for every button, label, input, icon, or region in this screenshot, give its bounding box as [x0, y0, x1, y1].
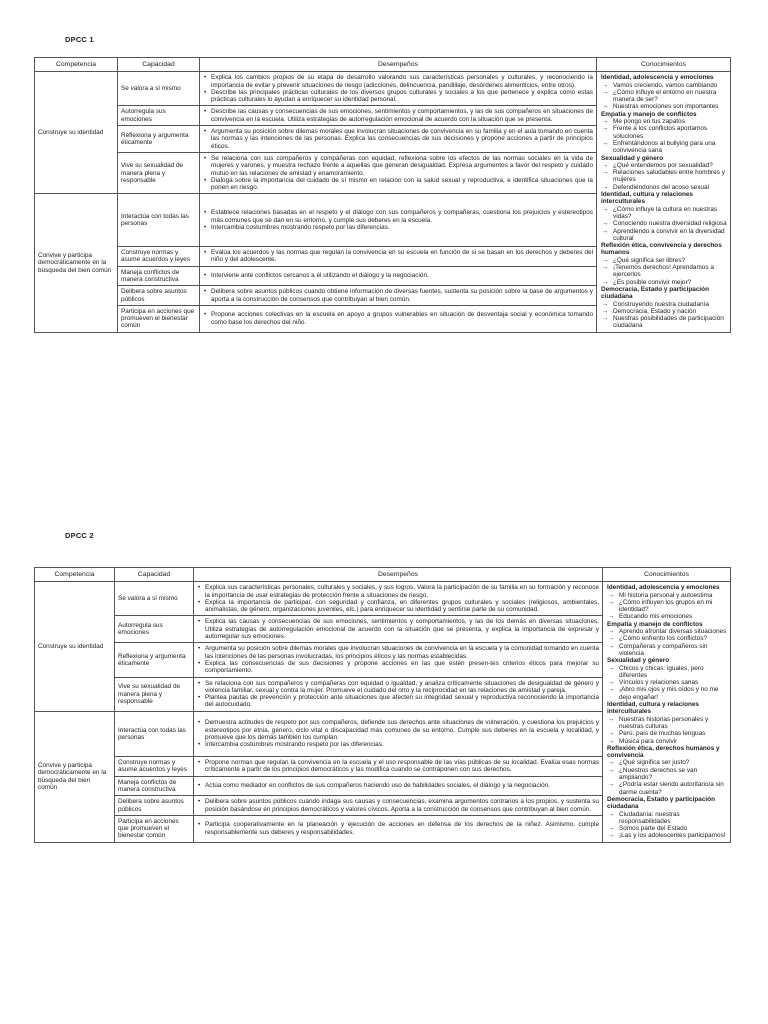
capacidad-cell: Construye normas y asume acuerdos y leyes: [118, 247, 200, 267]
capacidad-cell: Participa en acciones que promueven el bienestar común: [115, 815, 194, 842]
conocimiento-item: → ¿Cómo influyen los grupos en mi identidad?: [619, 599, 727, 614]
desempeno-item: • Propone acciones colectivas en la escuela en apoyo a grupos vulnerables en situación de desventaja social y económica tomando como base los derechos del niño.: [211, 311, 593, 326]
desempeno-item: • Se relaciona con sus compañeros y compañeras con equidad o igualdad, y analiza críticamente situaciones de desigualdad de género y violencia familiar, sexual y contra la mujer. Promueve el cuidado del otro y la reciprocidad en las relaciones de amistad y pareja.: [205, 680, 599, 695]
capacidad-cell: Vive su sexualidad de manera plena y responsable: [118, 152, 200, 193]
conocimiento-item: → Conociendo nuestra diversidad religiosa: [613, 220, 727, 227]
desempenos-list: [197, 645, 599, 674]
desempenos-list: [203, 288, 593, 303]
dpcc2-table: [34, 567, 731, 843]
conocimiento-heading: Reflexión ética, convivencia y derechos humanos: [601, 242, 722, 257]
conocimiento-heading: Sexualidad y género: [601, 154, 664, 162]
table-row: [35, 582, 731, 616]
capacidad-cell: Delibera sobre asuntos públicos: [115, 796, 194, 816]
competencia-cell: Construye su identidad: [35, 582, 115, 711]
conocimiento-item: → ¿Qué entendemos por sexualidad?: [613, 162, 727, 169]
conocimiento-item: → Educando mis emociones: [619, 613, 727, 620]
desempeno-item: • Delibera sobre asuntos públicos cuando indaga sus causas y consecuencias, examina argumentos contrarios a los propios, y sustenta su posición basándose en principios democráticos y valores cívicos. Aporta a la construcción de consensos que contribuyan al bien común.: [205, 798, 599, 813]
capacidad-cell: Autorregula sus emociones: [115, 616, 194, 643]
desempeno-item: • Explica las consecuencias de sus decisiones y propone acciones en las que estén presen-tes criterios éticos para mejorar su comportamiento.: [205, 660, 599, 675]
desempenos-cell: [200, 266, 597, 286]
conocimiento-item: → ¿Es posible convivir mejor?: [613, 279, 727, 286]
desempeno-item: • Argumenta su posición sobre dilemas morales que involucran situaciones de convivencia en la escuela y la comunidad tomando en cuenta las intenciones de las personas involucradas, los principios éticos y las normas establecidas.: [205, 645, 599, 660]
desempeno-item: • Dialoga sobre la importancia del cuidado de sí mismo en relación con la salud sexual y reproductiva, e identifica situaciones que la ponen en riesgo.: [211, 177, 593, 192]
capacidad-cell: Interactúa con todas las personas: [115, 711, 194, 756]
desempeno-item: • Describe las principales prácticas culturales de los diversos grupos culturales y sociales a los que pertenece y explica cómo estas prácticas culturales lo ayudan a enriquecer su identidad personal.: [211, 89, 593, 104]
conocimiento-heading: Identidad, cultura y relaciones interculturales: [607, 701, 699, 716]
capacidad-cell: Maneja conflictos de manera constructiva: [115, 776, 194, 796]
conocimiento-item: → ¿Cómo influye la cultura en nuestras vidas?: [613, 206, 727, 221]
conocimiento-item: → Nuestras posibilidades de participación ciudadana: [613, 315, 727, 330]
conocimiento-heading: Identidad, cultura y relaciones interculturales: [601, 191, 693, 206]
competencia-cell: Construye su identidad: [35, 72, 118, 194]
conocimiento-item: → ¡Tenemos derechos! Aprendamos a ejercerlos: [613, 264, 727, 279]
desempenos-list: [203, 155, 593, 191]
desempeno-item: • Delibera sobre asuntos públicos cuando obtiene información de diversas fuentes, sustenta su posición sobre la base de argumentos y aporta a la construcción de consensos que contribuyan al bien común.: [211, 288, 593, 303]
conocimiento-list: [607, 592, 727, 621]
desempenos-list: [203, 249, 593, 264]
conocimiento-list: [607, 716, 727, 745]
header-capacidad: Capacidad: [115, 568, 194, 582]
desempenos-cell: [194, 582, 603, 616]
capacidad-cell: Construye normas y asume acuerdos y leyes: [115, 757, 194, 777]
desempeno-item: • Intercambia costumbres mostrando respeto por las diferencias.: [211, 224, 593, 231]
conocimiento-item: → Ciudadanía: nuestras responsabilidades: [619, 811, 727, 826]
capacidad-cell: Delibera sobre asuntos públicos: [118, 286, 200, 306]
conocimiento-item: → Mi historia personal y autoestima: [619, 592, 727, 599]
desempenos-cell: [194, 643, 603, 677]
desempenos-cell: [200, 194, 597, 247]
desempeno-item: • Propone normas que regulan la convivencia en la escuela y el uso responsable de las vías públicas de su localidad. Evalúa esas normas críticamente a partir de los principios democráticos y las modifica cuando se contraponen con sus derechos.: [205, 759, 599, 774]
desempeno-item: • Establece relaciones basadas en el respeto y el diálogo con sus compañeros y compañeras, cuestiona los prejuicios y estereotipos más comunes que se dan en su entorno, y cumple sus deberes en la escuela.: [211, 209, 593, 224]
conocimiento-item: → Vínculos y relaciones sanas: [619, 679, 727, 686]
desempeno-item: • Explica la importancia de participar, con seguridad y confianza, en diferentes grupos culturales y sociales (religiosos, ambientales, animalistas, de género, organizaciones juveniles, etc.) para enriquecer su identidad y sentirse parte de su comunidad.: [205, 599, 599, 614]
capacidad-cell: Autorregula sus emociones: [118, 106, 200, 126]
conocimiento-item: → Música para convivir: [619, 738, 727, 745]
dpcc1-title: DPCC 1: [65, 35, 94, 44]
conocimiento-list: [601, 82, 727, 111]
desempenos-list: [203, 108, 593, 123]
competencia-cell: Convive y participa democráticamente en la búsqueda del bien común: [35, 194, 118, 332]
desempenos-cell: [200, 106, 597, 126]
dpcc1-table: [34, 57, 731, 333]
conocimiento-list: [607, 665, 727, 701]
desempenos-cell: [194, 796, 603, 816]
conocimiento-item: → Aprendiendo a convivir en la diversidad cultural: [613, 228, 727, 243]
conocimiento-list: [601, 301, 727, 330]
desempeno-item: • Plantea pautas de prevención y protección ante situaciones que afecten su integridad sexual y reproductiva reconociendo la importancia del autocuidado.: [205, 694, 599, 709]
desempeno-item: • Se relaciona con sus compañeros y compañeras con equidad, reflexiona sobre los efectos de las normas sociales en la vida de mujeres y varones, y muestra rechazo frente a aquellas que generan desigualdad. Expresa argumentos a favor del respeto y cuidado mutuo en las relaciones de amistad y enamoramiento.: [211, 155, 593, 177]
desempeno-item: • Explica las causas y consecuencias de sus emociones, sentimientos y comportamientos, y las de los demás en diversas situaciones. Utiliza estrategias de autorregulación emocional de acuerdo con la situación que se presenta, y explica la importancia de expresar y autorregular sus emociones.: [205, 618, 599, 640]
desempenos-list: [197, 680, 599, 709]
conocimiento-item: → ¡Abro mis ojos y mis oídos y no me dejo engañar!: [619, 686, 727, 701]
desempenos-list: [197, 782, 599, 789]
conocimiento-list: [607, 759, 727, 795]
conocimiento-item: → ¿Podría estar siendo autoritario/a sin darme cuenta?: [619, 781, 727, 796]
conocimiento-item: → Me pongo en tus zapatos: [613, 118, 727, 125]
competencia-cell: Convive y participa democráticamente en la búsqueda del bien común: [35, 711, 115, 842]
desempeno-item: • Demuestra actitudes de respeto por sus compañeros, defiende sus derechos ante situaciones de vulneración, y cuestiona los prejuicios y estereotipos por etnia, género, ciclo vital o discapacidad más comunes de su entorno. Cumple sus deberes en la escuela y localidad, y promueve que los demás también los cumplan.: [205, 719, 599, 741]
desempenos-cell: [200, 72, 597, 106]
conocimiento-item: → Democracia, Estado y nación: [613, 308, 727, 315]
desempenos-cell: [200, 126, 597, 153]
desempenos-list: [203, 209, 593, 231]
conocimiento-heading: Sexualidad y género: [607, 657, 670, 665]
conocimiento-item: → Chicos y chicas: iguales, pero diferentes: [619, 665, 727, 680]
capacidad-cell: Reflexiona y argumenta éticamente: [118, 126, 200, 153]
desempenos-cell: [194, 616, 603, 643]
capacidad-cell: Maneja conflictos de manera constructiva: [118, 266, 200, 286]
conocimiento-heading: Democracia, Estado y participación ciudadana: [607, 795, 715, 811]
desempenos-cell: [200, 305, 597, 332]
conocimiento-list: [601, 257, 727, 286]
conocimiento-heading: Reflexión ética, derechos humanos y convivencia: [607, 744, 720, 760]
conocimiento-item: → Defendiéndonos del acoso sexual: [613, 184, 727, 191]
desempenos-cell: [200, 152, 597, 193]
conocimiento-heading: Empatía y manejo de conflictos: [601, 110, 697, 118]
conocimiento-heading: Identidad, adolescencia y emociones: [607, 584, 720, 592]
desempenos-cell: [194, 815, 603, 842]
conocimiento-item: → Vamos creciendo, vamos cambiando: [613, 82, 727, 89]
conocimiento-item: → ¿Qué significa ser libres?: [613, 257, 727, 264]
desempeno-item: • Intercambia costumbres mostrando respeto por las diferencias.: [205, 741, 599, 748]
conocimiento-item: → Enfrentándonos al bullying para una convivencia sana: [613, 140, 727, 155]
desempenos-cell: [200, 286, 597, 306]
conocimiento-heading: Identidad, adolescencia y emociones: [601, 74, 714, 82]
desempeno-item: • Describe las causas y consecuencias de sus emociones, sentimientos y comportamientos, y las de sus compañeros en situaciones de convivencia en la escuela. Utiliza estrategias de autorregulación emocional de acuerdo con la situación que se presenta.: [211, 108, 593, 123]
dpcc2-title: DPCC 2: [65, 531, 94, 540]
desempenos-list: [197, 798, 599, 813]
conocimiento-item: → Nuestras emociones son importantes: [613, 103, 727, 110]
conocimiento-item: → ¿Cómo influye el entorno en nuestra manera de ser?: [613, 89, 727, 104]
conocimiento-item: → ¿Qué significa ser justo?: [619, 759, 727, 766]
conocimiento-heading: Empatía y manejo de conflictos: [607, 620, 703, 628]
desempenos-list: [197, 821, 599, 836]
desempenos-list: [197, 719, 599, 748]
table-row: [35, 72, 731, 106]
header-desempenos: Desempeños: [200, 58, 597, 72]
conocimiento-item: → Perú: país de muchas lenguas: [619, 730, 727, 737]
conocimiento-item: → ¿Cómo enfrento los conflictos?: [619, 635, 727, 642]
conocimiento-item: → Frente a los conflictos aportamos soluciones: [613, 125, 727, 140]
capacidad-cell: Se valora a sí mismo: [115, 582, 194, 616]
desempenos-list: [197, 618, 599, 640]
conocimiento-item: → Somos parte del Estado: [619, 825, 727, 832]
desempenos-list: [203, 311, 593, 326]
header-competencia: Competencia: [35, 58, 118, 72]
capacidad-cell: Vive su sexualidad de manera plena y responsable: [115, 677, 194, 711]
header-desempenos: Desempeños: [194, 568, 603, 582]
desempeno-item: • Explica los cambios propios de su etapa de desarrollo valorando sus características personales y culturales, y reconociendo la importancia de evitar y prevenir situaciones de riesgo (adicciones, delincuencia, pandillaje, desórdenes alimenticios, entre otros).: [211, 74, 593, 89]
desempeno-item: • Interviene ante conflictos cercanos a él utilizando el diálogo y la negociación.: [211, 272, 593, 279]
capacidad-cell: Participa en acciones que promueven el bienestar común: [118, 305, 200, 332]
capacidad-cell: Se valora a sí mismo: [118, 72, 200, 106]
desempenos-list: [203, 272, 593, 279]
desempeno-item: • Explica sus características personales, culturales y sociales, y sus logros. Valora la participación de su familia en su formación y reconoce la importancia de usar estrategias de protección frente a situaciones de riesgo.: [205, 584, 599, 599]
capacidad-cell: Interactúa con todas las personas: [118, 194, 200, 247]
capacidad-cell: Reflexiona y argumenta éticamente: [115, 643, 194, 677]
desempenos-cell: [194, 711, 603, 756]
desempenos-cell: [194, 677, 603, 711]
conocimiento-item: → Nuestras historias personales y nuestras culturas: [619, 716, 727, 731]
desempeno-item: • Participa cooperativamente en la planeación y ejecución de acciones en defensa de los derechos de la niñez. Asimismo, cumple responsablemente sus deberes y responsabilidades.: [205, 821, 599, 836]
conocimiento-item: → Construyendo nuestra ciudadanía: [613, 301, 727, 308]
conocimiento-list: [601, 162, 727, 191]
conocimiento-item: → Compañeras y compañeros sin violencia: [619, 643, 727, 658]
header-conocimientos: Conocimientos: [603, 568, 731, 582]
desempenos-list: [197, 584, 599, 613]
desempenos-cell: [194, 776, 603, 796]
conocimiento-heading: Democracia, Estado y participación ciudadana: [601, 285, 709, 301]
conocimiento-list: [607, 628, 727, 657]
desempenos-list: [203, 128, 593, 150]
conocimientos-cell: [603, 582, 731, 842]
desempenos-cell: [200, 247, 597, 267]
desempenos-cell: [194, 757, 603, 777]
desempenos-list: [197, 759, 599, 774]
desempeno-item: • Evalúa los acuerdos y las normas que regulan la convivencia en su escuela en función de si se basan en los derechos y deberes del niño y del adolescente.: [211, 249, 593, 264]
header-conocimientos: Conocimientos: [597, 58, 731, 72]
conocimiento-item: → Relaciones saludables entre hombres y mujeres: [613, 169, 727, 184]
desempeno-item: • Actúa como mediador en conflictos de sus compañeros haciendo uso de habilidades sociales, el diálogo y la negociación.: [205, 782, 599, 789]
conocimiento-item: → ¿Nuestros derechos se van ampliando?: [619, 767, 727, 782]
conocimiento-item: → ¡Las y los adolescentes participamos!: [619, 832, 727, 839]
conocimiento-list: [601, 118, 727, 154]
header-capacidad: Capacidad: [118, 58, 200, 72]
header-competencia: Competencia: [35, 568, 115, 582]
conocimiento-list: [601, 206, 727, 242]
conocimiento-item: → Aprendo afrontar diversas situaciones: [619, 628, 727, 635]
desempeno-item: • Argumenta su posición sobre dilemas morales que involucran situaciones de convivencia en su familia y en el aula tomando en cuenta las normas y las intenciones de las personas. Explica las consecuencias de sus decisiones y propone acciones a partir de principios éticos.: [211, 128, 593, 150]
conocimientos-cell: [597, 72, 731, 332]
conocimiento-list: [607, 811, 727, 840]
desempenos-list: [203, 74, 593, 103]
